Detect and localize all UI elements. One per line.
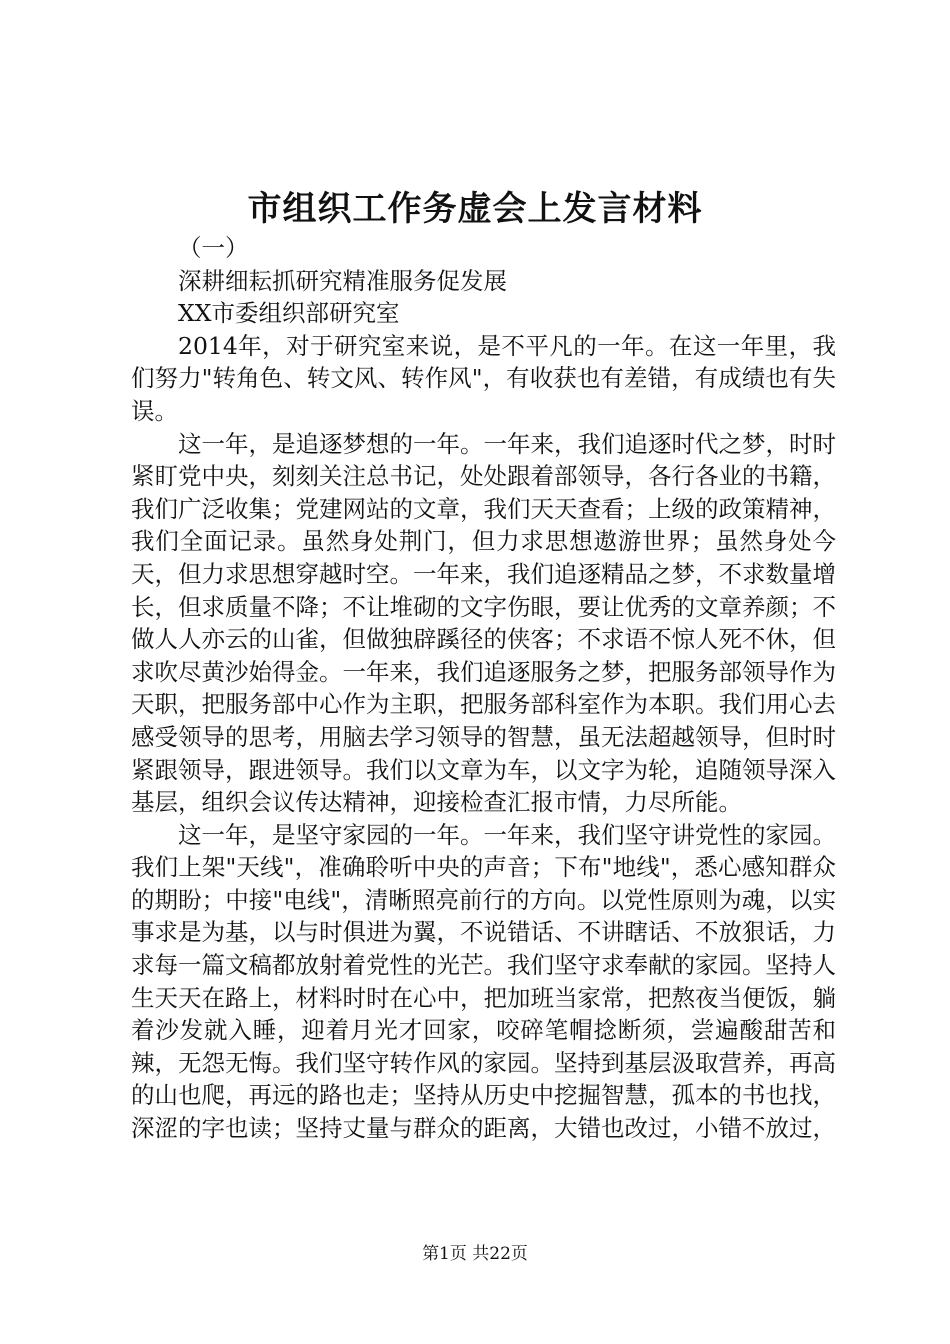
page-footer: 第1页 共22页 [422,1244,528,1264]
section-heading: 深耕细耘抓研究精准服务促发展 [178,266,507,295]
author-line: XX市委组织部研究室 [178,299,400,328]
body-paragraph: 这一年，是追逐梦想的一年。一年来，我们追逐时代之梦，时时紧盯党中央，刻刻关注总书记，处处跟着部领导，各行各业的书籍，我们广泛收集；党建网站的文章，我们天天查看；上级的政策精神，我们全面记录。虽然身处荆门，但力求思想遨游世界；虽然身处今天，但力求思想穿越时空。一年来，我们追逐精品之梦，不求数量增长，但求质量不降；不让堆砌的文字伤眼，要让优秀的文章养颜；不做人人亦云的山雀，但做独辟蹊径的侠客；不求语不惊人死不休，但求吹尽黄沙始得金。一年来，我们追逐服务之梦，把服务部领导作为天职，把服务部中心作为主职，把服务部科室作为本职。我们用心去感受领导的思考，用脑去学习领导的智慧，虽无法超越领导，但时时紧跟领导，跟进领导。我们以文章为车，以文字为轮，追随领导深入基层，组织会议传达精神，迎接检查汇报市情，力尽所能。 [131,429,836,817]
document-title: 市组织工作务虚会上发言材料 [247,189,703,229]
section-number: （一） [178,234,249,262]
body-paragraph: 这一年，是坚守家园的一年。一年来，我们坚守讲党性的家园。我们上架"天线"，准确聆听中央的声音；下布"地线"，悉心感知群众的期盼；中接"电线"，清晰照亮前行的方向。以党性原则为魂，以实事求是为基，以与时俱进为翼，不说错话、不讲瞎话、不放狠话，力求每一篇文稿都放射着党性的光芒。我们坚守求奉献的家园。坚持人生天天在路上，材料时时在心中，把加班当家常，把熬夜当便饭，躺着沙发就入睡，迎着月光才回家，咬碎笔帽捻断须，尝遍酸甜苦和辣，无怨无悔。我们坚守转作风的家园。坚持到基层汲取营养，再高的山也爬，再远的路也走；坚持从历史中挖掘智慧，孤本的书也找，深涩的字也读；坚持丈量与群众的距离，大错也改过，小错不放过， [131,820,836,1143]
document-body [131,232,836,1145]
body-paragraph: 2014年，对于研究室来说，是不平凡的一年。在这一年里，我们努力"转角色、转文风、转作风"，有收获也有差错，有成绩也有失误。 [131,331,836,425]
